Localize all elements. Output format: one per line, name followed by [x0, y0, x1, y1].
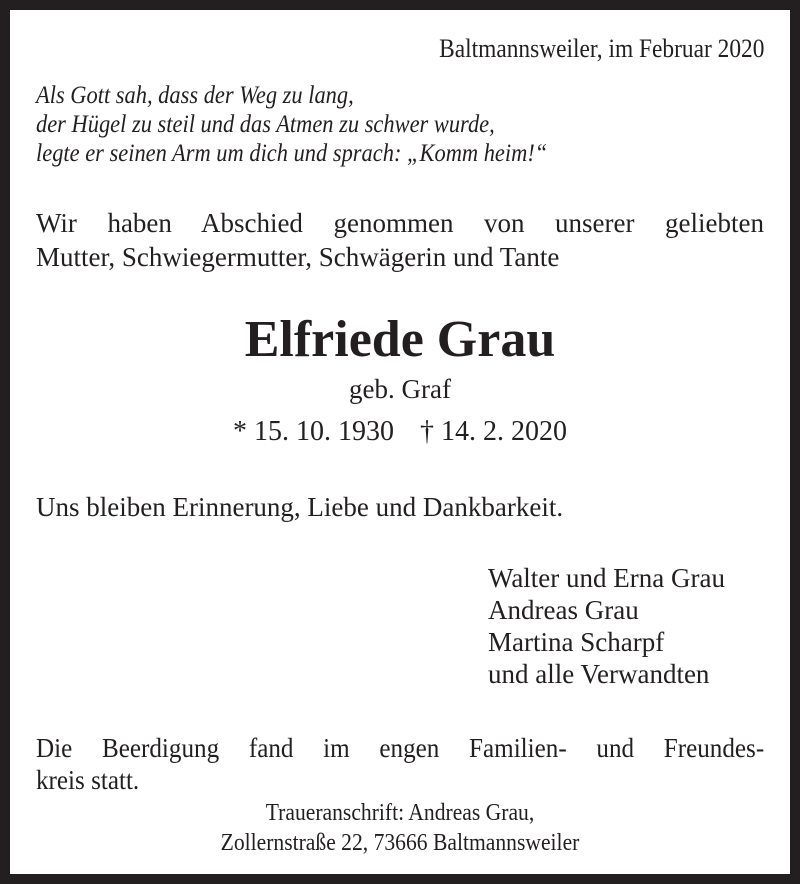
address-line: Zollernstraße 22, 73666 Baltmannsweiler — [220, 830, 580, 856]
signer: Martina Scharpf — [488, 627, 665, 657]
signer: Walter und Erna Grau — [488, 563, 725, 593]
signer: Andreas Grau — [488, 595, 639, 625]
poem-line: der Hügel zu steil und das Atmen zu schwer wurde, — [36, 109, 495, 138]
funeral-line: Die Beerdigung fand im engen Familien- und Freundes- — [36, 733, 765, 763]
dateline: Baltmannsweiler, im Februar 2020 — [438, 34, 764, 63]
obituary-notice — [10, 10, 790, 874]
intro-line: Mutter, Schwiegermutter, Schwägerin und Tante — [36, 242, 560, 272]
deceased-name: Elfriede Grau — [244, 311, 556, 368]
poem — [36, 80, 547, 167]
birth-date: * 15. 10. 1930 — [233, 416, 394, 447]
closing-line: Uns bleiben Erinnerung, Liebe und Dankbarkeit. — [36, 492, 564, 522]
poem-line: legte er seinen Arm um dich und sprach: „Komm heim!“ — [36, 138, 548, 167]
address-line: Traueranschrift: Andreas Grau, — [265, 800, 535, 826]
signers — [488, 562, 725, 690]
funeral-line: kreis statt. — [36, 765, 140, 795]
signer: und alle Verwandten — [488, 659, 710, 689]
death-date: † 14. 2. 2020 — [420, 416, 567, 447]
poem-line: Als Gott sah, dass der Weg zu lang, — [36, 80, 354, 109]
intro-line: Wir haben Abschied genommen von unserer geliebten — [36, 208, 764, 238]
maiden-name: geb. Graf — [349, 374, 451, 404]
mourning-address — [10, 798, 790, 858]
funeral-note — [36, 732, 764, 796]
intro-text — [36, 206, 764, 274]
life-dates — [10, 415, 790, 449]
